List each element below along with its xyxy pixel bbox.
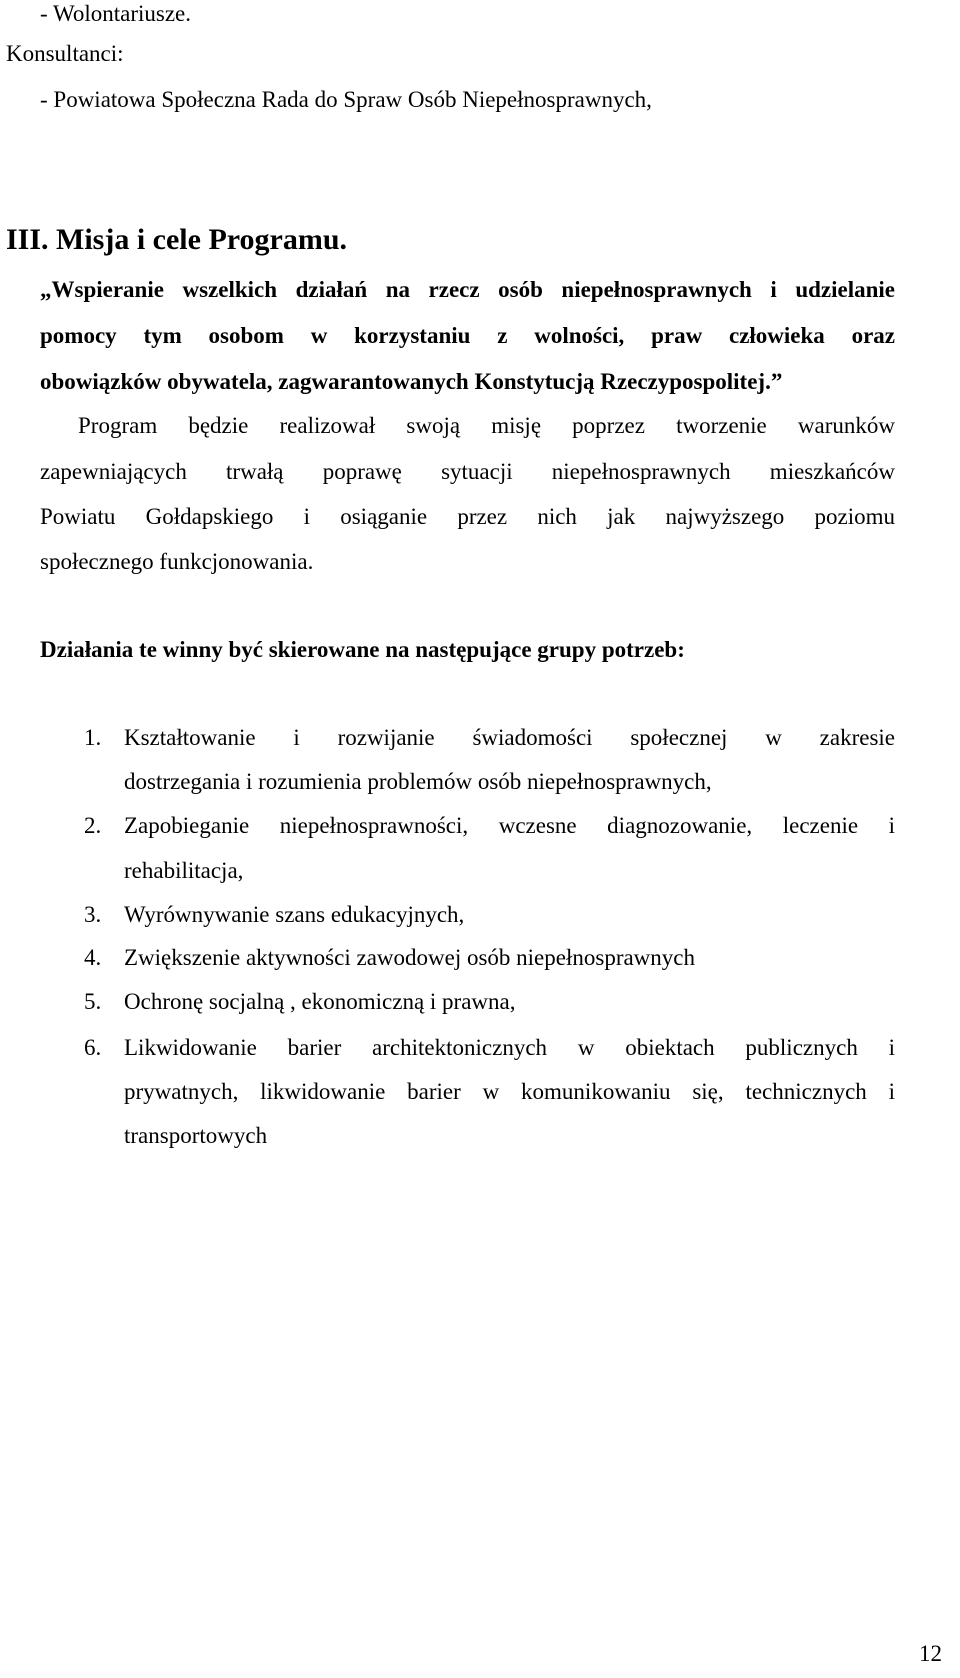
need-number-3: 3. xyxy=(84,902,102,927)
need-1-line-2: dostrzegania i rozumienia problemów osób niepełnosprawnych, xyxy=(124,769,712,794)
mission-line-2: pomocy tym osobom w korzystaniu z wolności, praw człowieka oraz xyxy=(40,323,895,348)
list-item-volunteers: - Wolontariusze. xyxy=(40,1,192,26)
mission-line-3: obowiązków obywatela, zagwarantowanych Konstytucją Rzeczypospolitej.” xyxy=(40,369,783,394)
need-6-line-1: Likwidowanie barier architektonicznych w obiektach publicznych i xyxy=(124,1035,895,1060)
need-number-2: 2. xyxy=(84,813,102,838)
program-line-2: zapewniających trwałą poprawę sytuacji niepełnosprawnych mieszkańców xyxy=(40,459,895,484)
need-2-line-2: rehabilitacja, xyxy=(124,858,244,883)
actions-heading: Działania te winny być skierowane na następujące grupy potrzeb: xyxy=(40,637,685,662)
mission-line-1: „Wspieranie wszelkich działań na rzecz osób niepełnosprawnych i udzielanie xyxy=(40,277,895,302)
need-5-line-1: Ochronę socjalną , ekonomiczną i prawna, xyxy=(124,989,516,1014)
need-number-6: 6. xyxy=(84,1035,102,1060)
page-number: 12 xyxy=(919,1641,942,1666)
need-4-line-1: Zwiększenie aktywności zawodowej osób niepełnosprawnych xyxy=(124,945,696,970)
need-6-line-2: prywatnych, likwidowanie barier w komunikowaniu się, technicznych i xyxy=(124,1079,895,1104)
need-2-line-1: Zapobieganie niepełnosprawności, wczesne diagnozowanie, leczenie i xyxy=(124,813,895,838)
program-line-3: Powiatu Gołdapskiego i osiąganie przez nich jak najwyższego poziomu xyxy=(40,504,895,529)
program-line-1: Program będzie realizował swoją misję poprzez tworzenie warunków xyxy=(78,413,895,438)
program-line-4: społecznego funkcjonowania. xyxy=(40,549,314,574)
need-1-line-1: Kształtowanie i rozwijanie świadomości społecznej w zakresie xyxy=(124,725,895,750)
need-number-1: 1. xyxy=(84,725,102,750)
need-number-4: 4. xyxy=(84,945,102,970)
consultants-label: Konsultanci: xyxy=(6,41,124,66)
need-number-5: 5. xyxy=(84,989,102,1014)
need-3-line-1: Wyrównywanie szans edukacyjnych, xyxy=(124,902,465,927)
need-6-line-3: transportowych xyxy=(124,1123,268,1148)
list-item-council: - Powiatowa Społeczna Rada do Spraw Osób Niepełnosprawnych, xyxy=(40,87,652,112)
section-heading: III. Misja i cele Programu. xyxy=(6,223,348,256)
